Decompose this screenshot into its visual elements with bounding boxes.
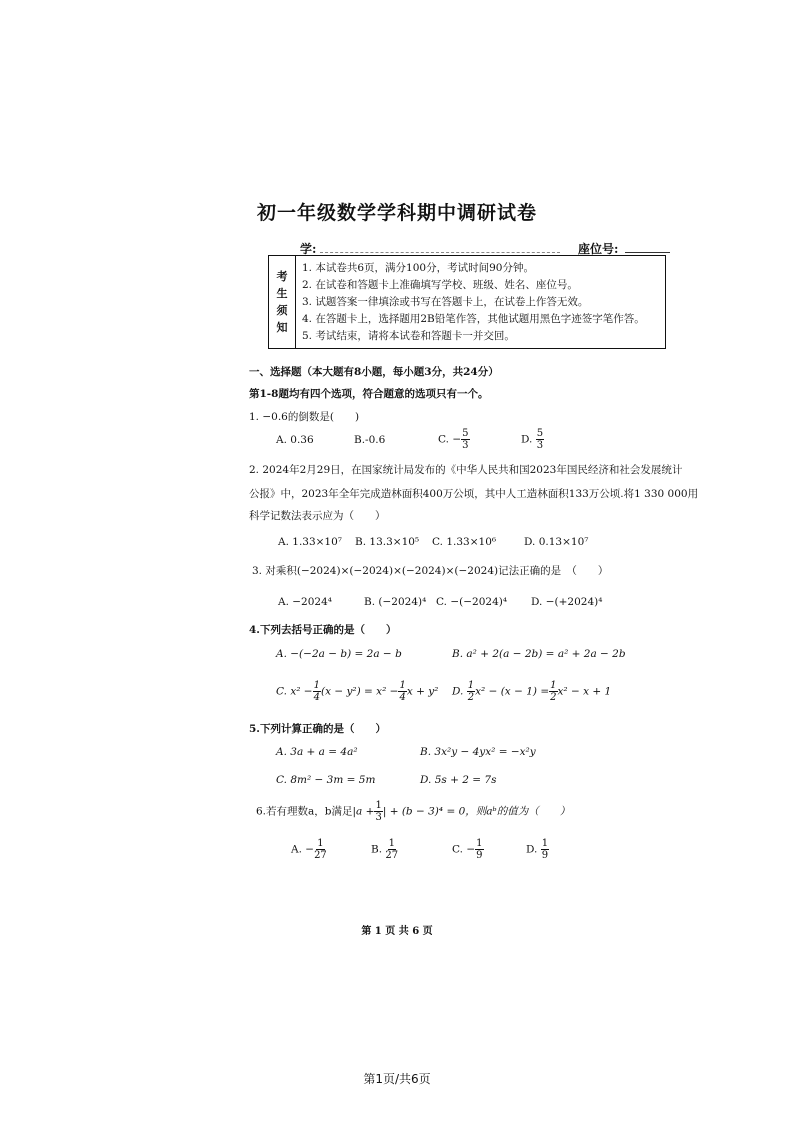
question-2-line3: 科学记数法表示应为（ ） [249, 510, 386, 522]
q3-option-d: D. −(+2024)⁴ [531, 596, 603, 608]
q1-option-a: A. 0.36 [276, 434, 314, 446]
notice-heading: 考 生 须 知 [269, 256, 296, 348]
seat-underline [625, 252, 670, 253]
school-underline [320, 252, 560, 253]
section-note: 第1-8题均有四个选项，符合题意的选项只有一个。 [249, 388, 489, 400]
notice-item: 5. 考试结束，请将本试卷和答题卡一并交回。 [302, 330, 515, 342]
q1-option-d: D. $\frac{5}{3}$ [521, 428, 544, 451]
notice-item: 3. 试题答案一律填涂或书写在答题卡上，在试卷上作答无效。 [302, 296, 589, 308]
seat-label: 座位号: [578, 242, 619, 256]
page-title: 初一年级数学学科期中调研试卷 [256, 202, 537, 224]
q6-option-c: C. − $\frac{1}{9}$ [452, 838, 483, 861]
q5-option-c: C. 8m² − 3m = 5m [276, 774, 376, 786]
q2-option-c: C. 1.33×10⁶ [432, 536, 497, 548]
q3-option-c: C. −(−2024)⁴ [436, 596, 508, 608]
question-5-stem: 5.下列计算正确的是（ ） [249, 723, 386, 735]
question-2-line1: 2. 2024年2月29日，在国家统计局发布的《中华人民共和国2023年国民经济和社会发展统计 [249, 464, 683, 476]
question-2-line2: 公报》中，2023年全年完成造林面积400万公顷，其中人工造林面积133万公顷.将1 330 000用 [249, 488, 699, 500]
q1-option-b: B.-0.6 [354, 434, 386, 446]
q4-option-d: D. $\frac{1}{2}$ x² − (x − 1) = $\frac{1}{2}$ x² − x + 1 [452, 680, 612, 703]
q4-option-b: B. a² + 2(a − 2b) = a² + 2a − 2b [452, 648, 626, 660]
exam-notice-box [268, 255, 666, 349]
question-1-stem: 1. −0.6的倒数是( ) [249, 411, 360, 423]
q3-option-b: B. (−2024)⁴ [364, 596, 427, 608]
q6-option-b: B. $\frac{1}{27}$ [371, 838, 399, 861]
q2-option-a: A. 1.33×10⁷ [278, 536, 343, 548]
notice-item: 4. 在答题卡上，选择题用2B铅笔作答，其他试题用黑色字迹签字笔作答。 [302, 313, 645, 325]
section-title: 一、选择题（本大题有8小题，每小题3分，共24分） [249, 366, 499, 378]
page-number-footer: 第1页/共6页 [363, 1072, 431, 1086]
q5-option-b: B. 3x²y − 4yx² = −x²y [420, 746, 536, 758]
notice-item: 2. 在试卷和答题卡上准确填写学校、班级、姓名、座位号。 [302, 279, 578, 291]
q6-option-a: A. − $\frac{1}{27}$ [291, 838, 327, 861]
q4-option-a: A. −(−2a − b) = 2a − b [276, 648, 402, 660]
q2-option-b: B. 13.3×10⁵ [355, 536, 420, 548]
q2-option-d: D. 0.13×10⁷ [524, 536, 589, 548]
page-number-inner: 第 1 页 共 6 页 [361, 926, 433, 937]
q1-option-c: C. − $\frac{5}{3}$ [438, 428, 469, 451]
question-6-stem: 6.若有理数a，b满足|a + $\frac{1}{3}$ | + (b − 3)⁴ = 0，则aᵇ的值为（ ） [256, 800, 571, 823]
q5-option-a: A. 3a + a = 4a² [276, 746, 358, 758]
notice-item: 1. 本试卷共6页，满分100分，考试时间90分钟。 [302, 262, 534, 274]
question-3-stem: 3. 对乘积(−2024)×(−2024)×(−2024)×(−2024)记法正确的是 （ ） [252, 565, 609, 577]
q3-option-a: A. −2024⁴ [278, 596, 332, 608]
notice-items [296, 256, 645, 348]
q6-option-d: D. $\frac{1}{9}$ [526, 838, 549, 861]
q5-option-d: D. 5s + 2 = 7s [420, 774, 497, 786]
question-4-stem: 4.下列去括号正确的是（ ） [249, 624, 397, 636]
q4-option-c: C. x² − $\frac{1}{4}$ (x − y²) = x² − $\frac{1}{4}$ x + y² [276, 680, 439, 703]
school-label: 学: [300, 242, 317, 256]
